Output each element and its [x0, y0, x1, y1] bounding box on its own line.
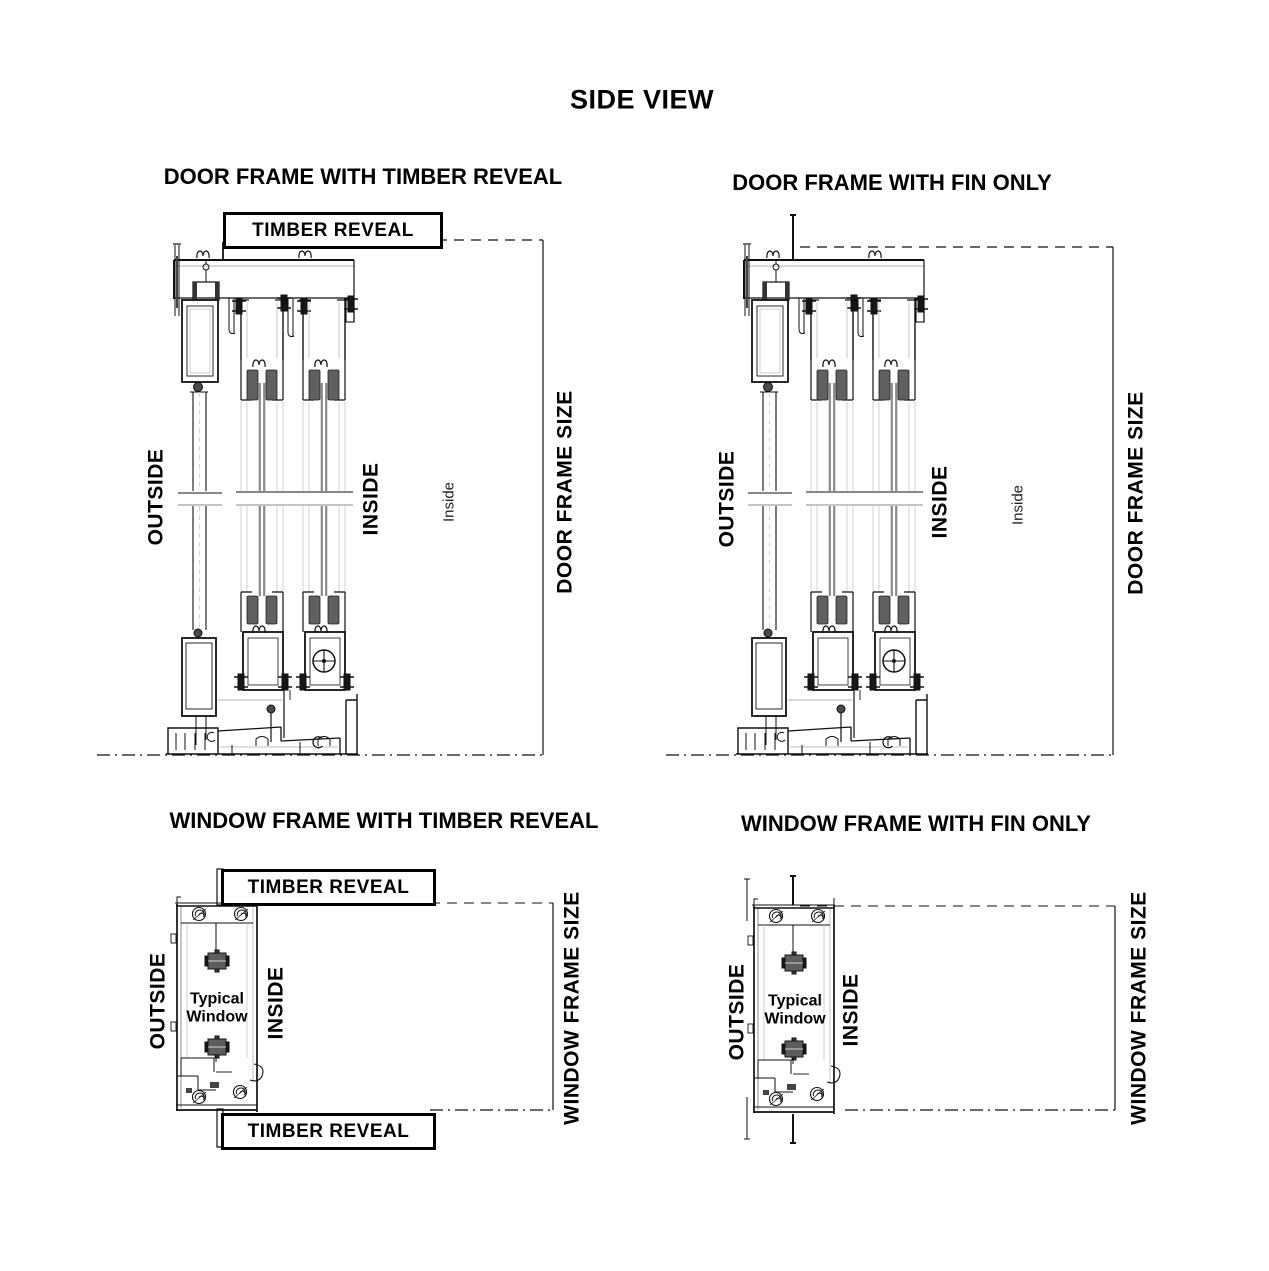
- door-fin-outside-label: OUTSIDE: [715, 450, 739, 548]
- timber-reveal-label: TIMBER REVEAL: [252, 219, 414, 241]
- window-fin-top: [790, 876, 796, 905]
- page-title: SIDE VIEW: [569, 84, 715, 115]
- window-fin-frame-size-label: WINDOW FRAME SIZE: [1127, 891, 1151, 1125]
- typical-window-fin-line1: Typical: [768, 992, 822, 1010]
- timber-reveal-label-bottom: TIMBER REVEAL: [247, 1120, 410, 1142]
- door-fin-frame-size-label: DOOR FRAME SIZE: [1124, 391, 1148, 595]
- timber-reveal-callout: [223, 212, 443, 249]
- typical-window-label-fin: [764, 993, 825, 1030]
- door-timber-inside-note: Inside: [440, 481, 458, 523]
- window-timber-outside-label: OUTSIDE: [146, 952, 170, 1050]
- door-timber-title: DOOR FRAME WITH TIMBER REVEAL: [163, 164, 563, 189]
- window-fin-inside-label: INSIDE: [839, 973, 863, 1047]
- mounting-fin: [790, 215, 796, 260]
- door-fin-inside-note: Inside: [1009, 484, 1027, 526]
- window-timber-frame-size-label: WINDOW FRAME SIZE: [560, 891, 584, 1125]
- typical-window-fin-line2: Window: [764, 1011, 826, 1028]
- door-fin-inside-label: INSIDE: [928, 465, 952, 539]
- typical-window-line1: Typical: [190, 990, 244, 1008]
- timber-reveal-label-top: TIMBER REVEAL: [247, 876, 410, 898]
- timber-reveal-callout-bottom: [221, 1113, 436, 1150]
- door-timber-outside-label: OUTSIDE: [144, 448, 168, 546]
- window-fin-outside-label: OUTSIDE: [725, 963, 749, 1061]
- timber-reveal-callout-top: [221, 869, 436, 906]
- window-fin-bottom: [790, 1114, 796, 1143]
- window-timber-title: WINDOW FRAME WITH TIMBER REVEAL: [169, 808, 599, 833]
- door-timber-frame-size-label: DOOR FRAME SIZE: [553, 390, 577, 594]
- typical-window-label: [186, 991, 247, 1028]
- typical-window-line2: Window: [186, 1009, 248, 1026]
- window-timber-inside-label: INSIDE: [264, 966, 288, 1040]
- door-timber-inside-label: INSIDE: [359, 462, 383, 536]
- door-fin-title: DOOR FRAME WITH FIN ONLY: [732, 170, 1052, 195]
- window-fin-title: WINDOW FRAME WITH FIN ONLY: [741, 811, 1091, 836]
